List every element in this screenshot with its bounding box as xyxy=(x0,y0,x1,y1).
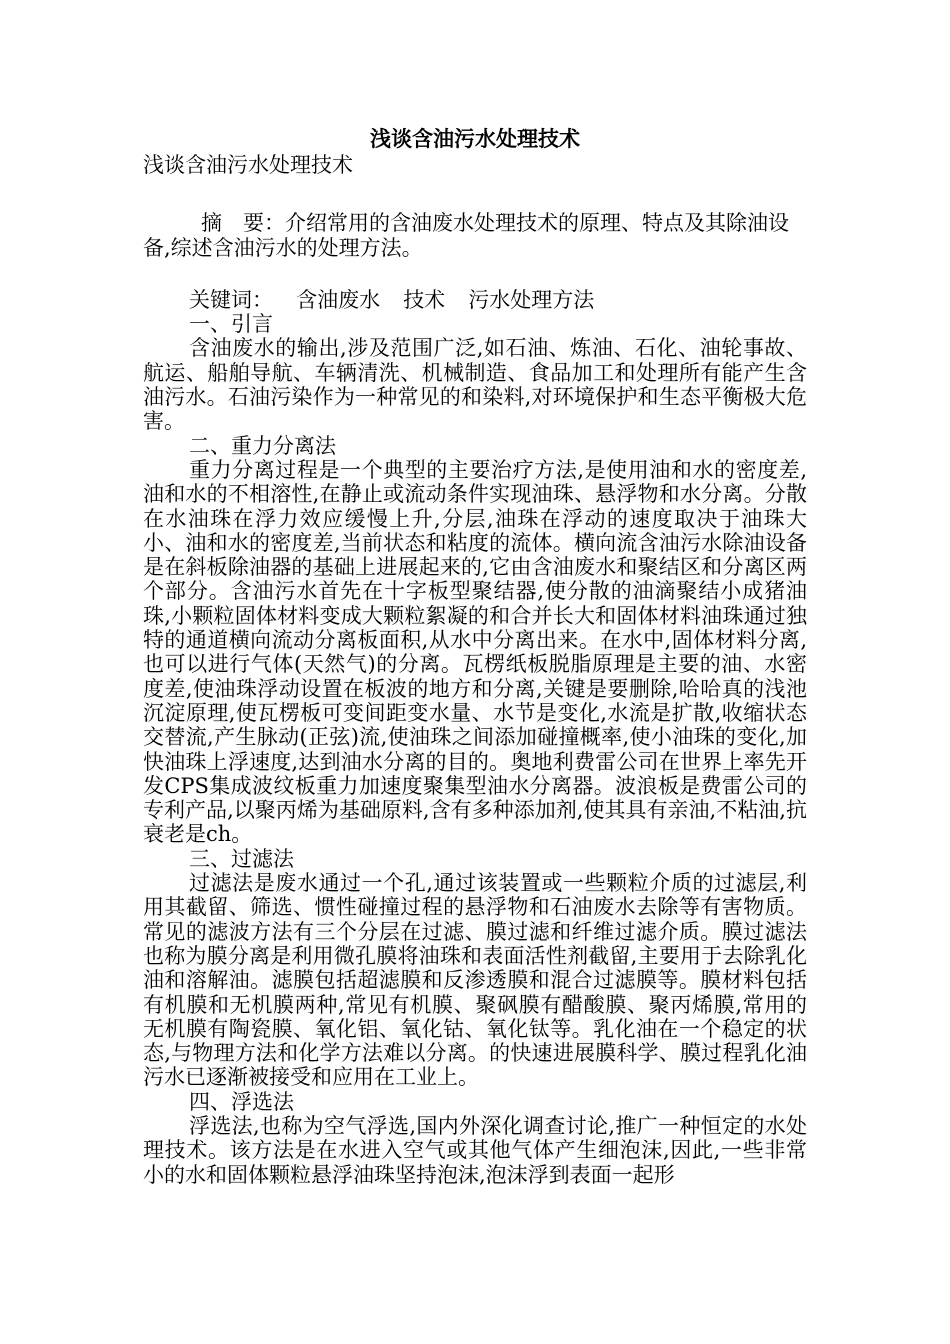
keyword: 技术 xyxy=(403,287,446,312)
section-paragraph: 含油废水的输出,涉及范围广泛,如石油、炼油、石化、油轮事故、航运、船舶导航、车辆清洗、机械制造、食品加工和处理所有能产生含油污水。石油污染作为一种常见的和染料,对环境保护和生态平衡极大危害。 xyxy=(143,336,807,434)
keywords-label: 关键词： xyxy=(189,287,273,312)
document-subtitle: 浅谈含油污水处理技术 xyxy=(143,153,353,177)
keyword: 污水处理方法 xyxy=(468,287,595,312)
section-heading: 一、引言 xyxy=(189,312,273,337)
section-paragraph: 过滤法是废水通过一个孔,通过该装置或一些颗粒介质的过滤层,利用其截留、筛选、惯性碰撞过程的悬浮物和石油废水去除等有害物质。常见的滤波方法有三个分层在过滤、膜过滤和纤维过滤介质。膜过滤法也称为膜分离是利用微孔膜将油珠和表面活性剂截留,主要用于去除乳化油和溶解油。滤膜包括超滤膜和反渗透膜和混合过滤膜等。膜材料包括有机膜和无机膜两种,常见有机膜、聚砜膜有醋酸膜、聚丙烯膜,常用的无机膜有陶瓷膜、氧化铝、氧化钴、氧化钛等。乳化油在一个稳定的状态,与物理方法和化学方法难以分离。的快速进展膜科学、膜过程乳化油污水已逐渐被接受和应用在工业上。 xyxy=(143,871,807,1090)
document-title: 浅谈含油污水处理技术 xyxy=(370,126,580,151)
spacer xyxy=(143,177,807,211)
abstract-label: 摘 要： xyxy=(201,211,285,236)
spacer xyxy=(143,260,807,288)
section-heading: 四、浮选法 xyxy=(189,1089,294,1114)
document-page xyxy=(143,124,807,1187)
keywords xyxy=(143,288,807,312)
section-paragraph: 重力分离过程是一个典型的主要治疗方法,是使用油和水的密度差,油和水的不相溶性,在静止或流动条件实现油珠、悬浮物和水分离。分散在水油珠在浮力效应缓慢上升,分层,油珠在浮动的速度取决于油珠大小、油和水的密度差,当前状态和粘度的流体。横向流含油污水除油设备是在斜板除油器的基础上进展起来的,它由含油废水和聚结区和分离区两个部分。含油污水首先在十字板型聚结器,使分散的油滴聚结小成猪油珠,小颗粒固体材料变成大颗粒絮凝的和合并长大和固体材料油珠通过独特的通道横向流动分离板面积,从水中分离出来。在水中,固体材料分离,也可以进行气体(天然气)的分离。瓦楞纸板脱脂原理是主要的油、水密度差,使油珠浮动设置在板波的地方和分离,关键是要删除,哈哈真的浅池沉淀原理,使瓦楞板可变间距变水量、水节是变化,水流是扩散,收缩状态交替流,产生脉动(正弦)流,使油珠之间添加碰撞概率,使小油珠的变化,加快油珠上浮速度,达到油水分离的目的。奥地利费雷公司在世界上率先开发CPS集成波纹板重力加速度聚集型油水分离器。波浪板是费雷公司的专利产品,以聚丙烯为基础原料,含有多种添加剂,使其具有亲油,不粘油,抗衰老是ch。 xyxy=(143,457,807,847)
section-heading: 二、重力分离法 xyxy=(189,433,336,458)
abstract xyxy=(143,211,807,260)
section-paragraph: 浮选法,也称为空气浮选,国内外深化调查讨论,推广一种恒定的水处理技术。该方法是在水进入空气或其他气体产生细泡沫,因此,一些非常小的水和固体颗粒悬浮油珠坚持泡沫,泡沫浮到表面一起形 xyxy=(143,1113,807,1187)
keyword: 含油废水 xyxy=(296,287,381,312)
section-heading: 三、过滤法 xyxy=(189,846,294,871)
abstract-text: 介绍常用的含油废水处理技术的原理、特点及其除油设备,综述含油污水的处理方法。 xyxy=(143,211,789,260)
